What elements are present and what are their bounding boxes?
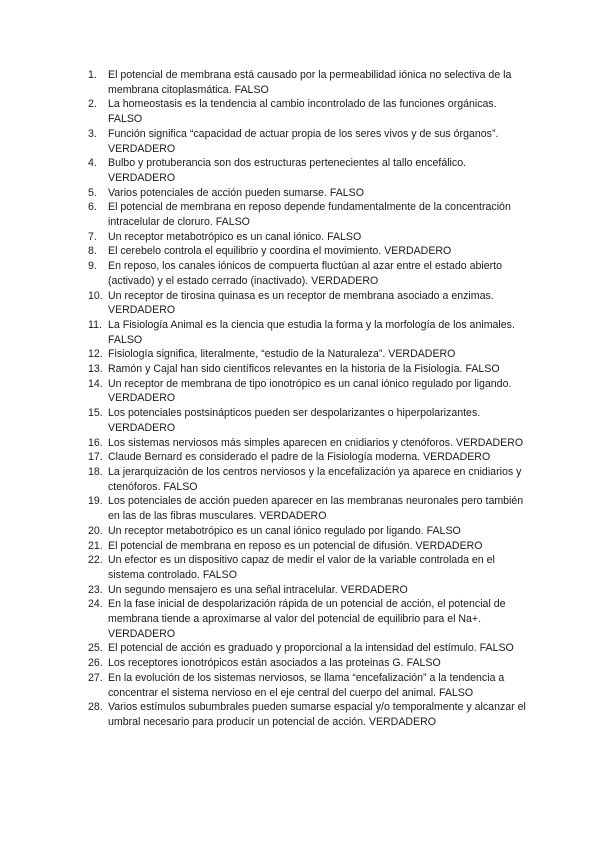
statement-text: Ramón y Cajal han sido científicos relevantes en la historia de la Fisiología. xyxy=(108,363,463,376)
answer-label: VERDADERO xyxy=(456,436,524,449)
statement-text: La Fisiología Animal es la ciencia que estudia la forma y la morfología de los animales. xyxy=(108,318,515,331)
statement-text: El potencial de membrana está causado por la permeabilidad iónica no selectiva de la membrana citoplasmática. xyxy=(108,69,512,96)
statement-item xyxy=(88,671,528,700)
statement-list xyxy=(88,68,528,730)
statement-text: La homeostasis es la tendencia al cambio incontrolado de las funciones orgánicas. xyxy=(108,98,497,111)
answer-label: VERDADERO xyxy=(384,245,452,258)
statement-text: Los potenciales postsinápticos pueden ser despolarizantes o hiperpolarizantes. xyxy=(108,407,481,420)
statement-text: Función significa “capacidad de actuar propia de los seres vivos y de sus órganos”. xyxy=(108,127,499,140)
answer-label: FALSO xyxy=(108,333,143,346)
statement-number: 22. xyxy=(88,554,103,567)
statement-number: 8. xyxy=(88,245,97,258)
statement-number: 9. xyxy=(88,260,97,273)
statement-text: Los sistemas nerviosos más simples aparecen en cnidiarios y ctenóforos. xyxy=(108,436,454,449)
statement-text: En la evolución de los sistemas nerviosos, se llama “encefalización” a la tendencia a concentrar el sistema nervioso en el eje central del cuerpo del animal. xyxy=(108,671,505,699)
statement-number: 21. xyxy=(88,539,103,552)
statement-item xyxy=(88,156,528,185)
answer-label: VERDADERO xyxy=(368,715,436,728)
statement-item xyxy=(88,465,528,494)
statement-body xyxy=(108,127,528,156)
statement-body xyxy=(108,259,528,288)
statement-body xyxy=(108,553,528,582)
answer-label: VERDADERO xyxy=(423,451,491,464)
statement-text: Un receptor de tirosina quinasa es un receptor de membrana asociado a enzimas. xyxy=(108,289,494,302)
statement-number: 23. xyxy=(88,583,103,596)
answer-label: FALSO xyxy=(108,113,143,126)
statement-number: 3. xyxy=(88,127,97,140)
statement-text: Los potenciales de acción pueden aparecer en las membranas neuronales pero también en las de las fibras musculares. xyxy=(108,495,524,523)
statement-body xyxy=(108,347,528,362)
statement-number: 18. xyxy=(88,465,103,478)
answer-label: VERDADERO xyxy=(259,510,327,523)
statement-body xyxy=(108,97,528,126)
statement-body xyxy=(108,377,528,406)
statement-number: 12. xyxy=(88,348,103,361)
statement-text: El cerebelo controla el equilibrio y coordina el movimiento. xyxy=(108,245,382,258)
answer-label: VERDADERO xyxy=(311,274,379,287)
answer-label: VERDADERO xyxy=(415,539,483,552)
statement-body xyxy=(108,641,528,656)
statement-item xyxy=(88,362,528,377)
statement-number: 13. xyxy=(88,363,103,376)
statement-number: 7. xyxy=(88,230,97,243)
answer-label: VERDADERO xyxy=(340,583,408,596)
statement-item xyxy=(88,539,528,554)
statement-text: Un efector es un dispositivo capaz de medir el valor de la variable controlada en el sistema controlado. xyxy=(108,554,495,581)
statement-body xyxy=(108,597,528,641)
statement-number: 4. xyxy=(88,157,97,170)
statement-item xyxy=(88,230,528,245)
statement-body xyxy=(108,318,528,347)
answer-label: FALSO xyxy=(327,230,362,243)
statement-text: Claude Bernard es considerado el padre de la Fisiología moderna. xyxy=(108,451,421,464)
statement-text: El potencial de membrana en reposo es un potencial de difusión. xyxy=(108,539,413,552)
answer-label: FALSO xyxy=(438,686,474,699)
answer-label: FALSO xyxy=(215,216,250,229)
statement-text: Fisiología significa, literalmente, “estudio de la Naturaleza”. xyxy=(108,348,386,361)
answer-label: VERDADERO xyxy=(108,627,176,640)
statement-text: Los receptores ionotrópicos están asociados a las proteinas G. xyxy=(108,657,404,670)
statement-item xyxy=(88,68,528,97)
statement-text: La jerarquización de los centros nerviosos y la encefalización ya aparece en cnidiarios y ctenóforos. xyxy=(108,465,522,493)
statement-number: 24. xyxy=(88,598,103,611)
statement-number: 28. xyxy=(88,701,103,714)
statement-body xyxy=(108,656,528,671)
answer-label: FALSO xyxy=(406,657,441,670)
statement-item xyxy=(88,200,528,229)
answer-label: FALSO xyxy=(234,83,269,96)
statement-text: El potencial de acción es graduado y proporcional a la intensidad del estímulo. xyxy=(108,642,477,655)
statement-item xyxy=(88,494,528,523)
statement-text: Un receptor metabotrópico es un canal iónico regulado por ligando. xyxy=(108,524,424,537)
statement-body xyxy=(108,244,528,259)
answer-label: VERDADERO xyxy=(108,421,176,434)
statement-body xyxy=(108,583,528,598)
statement-item xyxy=(88,127,528,156)
statement-item xyxy=(88,641,528,656)
statement-item xyxy=(88,97,528,126)
statement-number: 17. xyxy=(88,451,103,464)
statement-body xyxy=(108,68,528,97)
statement-item xyxy=(88,244,528,259)
statement-body xyxy=(108,230,528,245)
statement-item xyxy=(88,450,528,465)
statement-item xyxy=(88,318,528,347)
statement-item xyxy=(88,436,528,451)
statement-text: Varios potenciales de acción pueden sumarse. xyxy=(108,186,327,199)
statement-item xyxy=(88,406,528,435)
statement-text: Un receptor de membrana de tipo ionotrópico es un canal iónico regulado por ligando. xyxy=(108,377,512,390)
answer-label: VERDADERO xyxy=(108,392,176,405)
statement-item xyxy=(88,347,528,362)
statement-body xyxy=(108,450,528,465)
statement-item xyxy=(88,289,528,318)
statement-number: 14. xyxy=(88,377,103,390)
statement-item xyxy=(88,583,528,598)
answer-label: VERDADERO xyxy=(108,304,176,317)
statement-body xyxy=(108,362,528,377)
statement-text: Bulbo y protuberancia son dos estructuras pertenecientes al tallo encefálico. xyxy=(108,157,467,170)
statement-number: 27. xyxy=(88,671,103,684)
statement-body xyxy=(108,406,528,435)
answer-label: FALSO xyxy=(426,524,461,537)
statement-text: El potencial de membrana en reposo depende fundamentalmente de la concentración intracelular de cloruro. xyxy=(108,201,511,229)
statement-text: En reposo, los canales iónicos de compuerta fluctúan al azar entre el estado abierto (activado) y el estado cerrado (inactivado). xyxy=(108,260,502,287)
answer-label: VERDADERO xyxy=(108,142,176,155)
statement-number: 1. xyxy=(88,69,97,81)
statement-item xyxy=(88,524,528,539)
answer-label: FALSO xyxy=(479,642,514,655)
statement-text: Varios estímulos subumbrales pueden sumarse espacial y/o temporalmente y alcanzar el umbral necesario para producir un potencial de acción. xyxy=(108,701,526,728)
statement-number: 5. xyxy=(88,186,97,199)
statement-body xyxy=(108,200,528,229)
answer-label: FALSO xyxy=(465,363,500,376)
statement-number: 19. xyxy=(88,495,103,508)
answer-label: FALSO xyxy=(163,480,198,493)
statement-number: 25. xyxy=(88,642,103,655)
answer-label: FALSO xyxy=(329,186,364,199)
statement-body xyxy=(108,700,528,729)
statement-number: 10. xyxy=(88,289,103,302)
statement-body xyxy=(108,156,528,185)
statement-body xyxy=(108,186,528,201)
statement-text: Un receptor metabotrópico es un canal iónico. xyxy=(108,230,325,243)
statement-number: 2. xyxy=(88,98,97,111)
statement-body xyxy=(108,524,528,539)
statement-item xyxy=(88,377,528,406)
statement-item xyxy=(88,186,528,201)
statement-body xyxy=(108,289,528,318)
statement-text: Un segundo mensajero es una señal intracelular. xyxy=(108,583,338,596)
answer-label: VERDADERO xyxy=(388,348,456,361)
statement-item xyxy=(88,597,528,641)
answer-label: VERDADERO xyxy=(108,171,176,184)
statement-body xyxy=(108,436,528,451)
answer-label: FALSO xyxy=(202,568,237,581)
statement-body xyxy=(108,539,528,554)
statement-item xyxy=(88,553,528,582)
statement-number: 16. xyxy=(88,436,103,449)
statement-body xyxy=(108,465,528,494)
statement-number: 26. xyxy=(88,657,103,670)
statement-item xyxy=(88,656,528,671)
statement-number: 15. xyxy=(88,407,103,420)
statement-number: 20. xyxy=(88,524,103,537)
statement-item xyxy=(88,259,528,288)
statement-number: 6. xyxy=(88,201,97,214)
statement-item xyxy=(88,700,528,729)
statement-text: En la fase inicial de despolarización rápida de un potencial de acción, el potencial de membrana tiende a aproximarse al valor del potencial de equilibrio para el Na+. xyxy=(108,598,506,626)
statement-body xyxy=(108,494,528,523)
statement-body xyxy=(108,671,528,700)
statement-number: 11. xyxy=(88,318,102,331)
